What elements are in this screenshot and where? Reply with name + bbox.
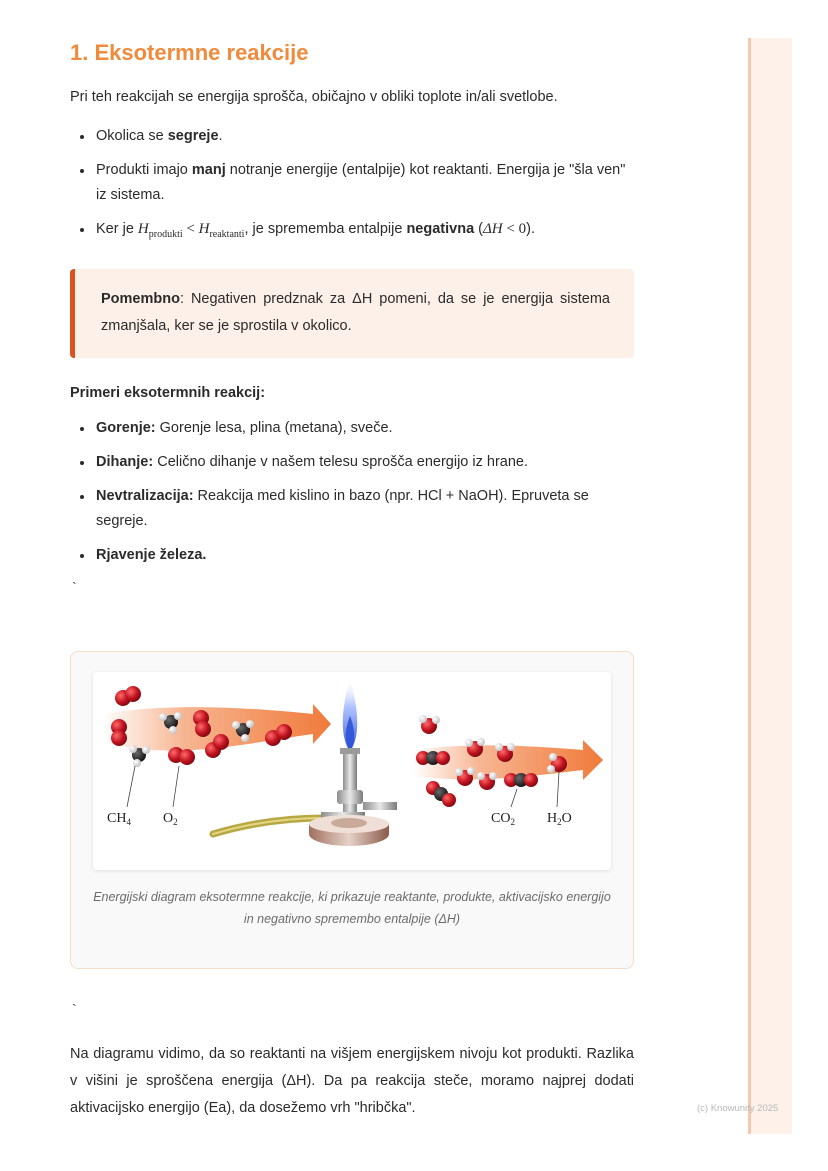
list-item: Nevtralizacija: Reakcija med kislino in bazo (npr. HCl + NaOH). Epruveta se segreje.: [70, 484, 634, 534]
examples-list: [70, 416, 634, 568]
list-item: Produkti imajo manj notranje energije (entalpije) kot reaktanti. Energija je "šla ven" iz sistema.: [70, 158, 634, 208]
stray-backtick: `: [72, 579, 77, 595]
examples-heading: Primeri eksotermnih reakcij:: [70, 385, 266, 401]
list-item: Dihanje: Celično dihanje v našem telesu sprošča energijo iz hrane.: [70, 450, 634, 475]
intro-paragraph: Pri teh reakcijah se energija sprošča, običajno v obliki toplote in/ali svetlobe.: [70, 89, 558, 105]
gas-hose: [213, 818, 325, 834]
enthalpy-reactants: $H_{reaktanti}$: [198, 221, 245, 240]
oxygen-molecule: [111, 719, 127, 746]
bunsen-burner-illustration: [93, 672, 611, 870]
figure-card: [70, 651, 634, 969]
enthalpy-products: $H_{produkti}$: [137, 221, 183, 240]
section-heading: 1. Eksotermne reakcije: [70, 40, 309, 65]
side-panel: [748, 38, 792, 1134]
closing-paragraph: Na diagramu vidimo, da so reaktanti na višjem energijskem nivoju kot produkti. Razlika v višini je sproščena energija (ΔH). Da pa reakcija steče, moramo najprej dodati aktivacijsko energijo (Ea), da dosežemo vrh "hribčka".: [70, 1046, 634, 1116]
list-item: Rjavenje železa.: [70, 543, 634, 568]
label-h2o: $H_2O$: [547, 811, 572, 827]
water-molecule: [419, 715, 440, 734]
water-molecule: [477, 772, 497, 790]
document-content: [70, 36, 634, 1122]
carbon-dioxide-molecule: [416, 751, 450, 765]
stray-backtick: `: [72, 1001, 77, 1017]
callout-label: Pomembno: [101, 291, 180, 307]
carbon-dioxide-molecule: [504, 773, 538, 787]
list-item: Ker je $H_{produkti} < H_{reaktanti}$, je sprememba entalpije negativna (ΔH < 0).: [70, 217, 634, 247]
callout-text: : Negativen predznak za ΔH pomeni, da se je energija sistema zmanjšala, ker se je sprostila v okolico.: [101, 291, 610, 334]
methane-molecule: [129, 745, 150, 767]
properties-list: [70, 124, 634, 247]
label-co2: $CO_2$: [491, 811, 515, 827]
carbon-dioxide-molecule: [426, 781, 456, 807]
list-item: Okolica se segreje.: [70, 124, 634, 149]
watermark: (c) Knowunity 2025: [697, 1103, 779, 1114]
side-panel-border: [748, 38, 751, 1134]
label-o2: $O_2$: [163, 811, 178, 827]
oxygen-molecule: [115, 686, 141, 706]
figure-caption: Energijski diagram eksotermne reakcije, ki prikazuje reaktante, produkte, aktivacijsko energijo in negativno spremembo entalpije (ΔH): [93, 890, 611, 926]
label-ch4: $CH_4$: [107, 811, 131, 827]
list-item: Gorenje: Gorenje lesa, plina (metana), sveče.: [70, 416, 634, 441]
important-callout: [70, 269, 634, 358]
